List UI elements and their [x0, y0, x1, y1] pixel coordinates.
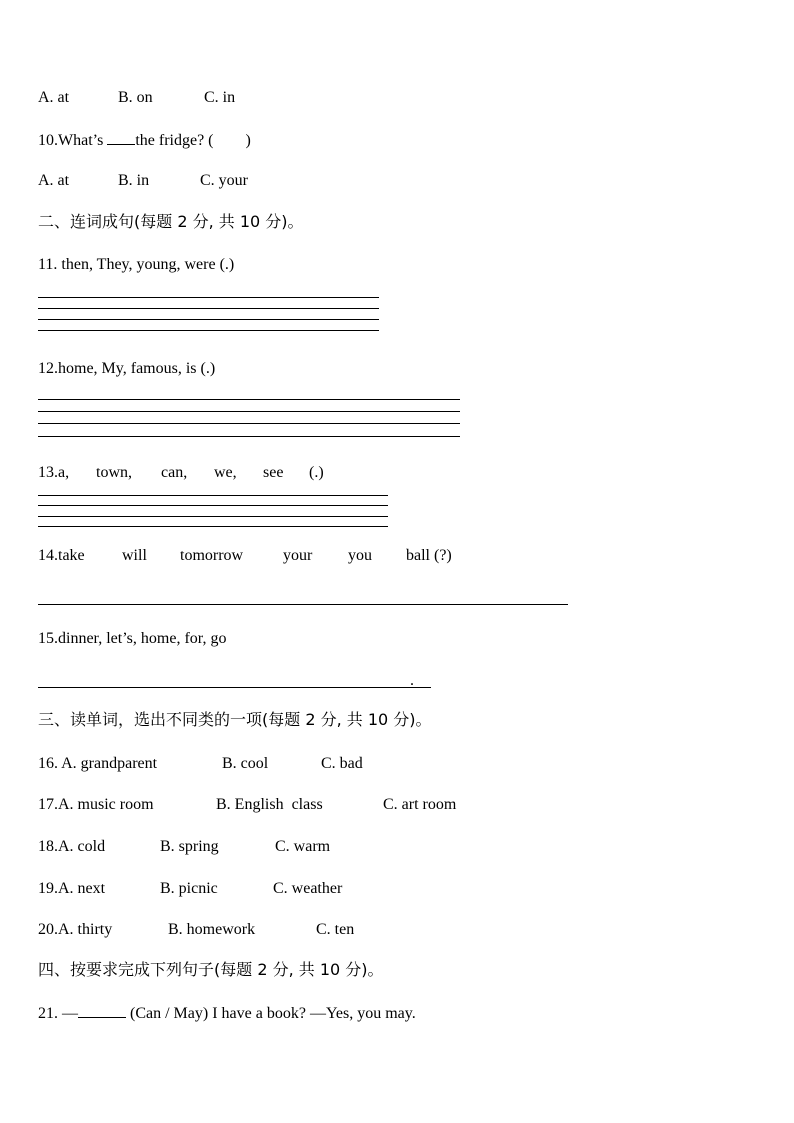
- q19-option-b: B. picnic: [160, 880, 218, 897]
- section-4-title: 四、按要求完成下列句子(每题 2 分, 共 10 分)。: [38, 960, 384, 979]
- q16-option-a: 16. A. grandparent: [38, 755, 158, 772]
- question-10: [38, 130, 251, 151]
- q16-option-c: C. bad: [321, 755, 363, 772]
- q18-option-a: 18.A. cold: [38, 838, 106, 855]
- writing-line: [38, 505, 388, 506]
- q17-option-c: C. art room: [383, 796, 457, 813]
- q13-word: we,: [214, 464, 237, 481]
- section-3-title: 三、读单词，选出不同类的一项(每题 2 分, 共 10 分)。: [38, 710, 432, 729]
- section-2-title: 二、连词成句(每题 2 分, 共 10 分)。: [38, 212, 304, 231]
- q21-text-pre: 21. —: [38, 1005, 78, 1022]
- q20-option-b: B. homework: [168, 921, 256, 938]
- question-21: [38, 1003, 416, 1024]
- writing-line: [38, 319, 379, 320]
- q20-option-c: C. ten: [316, 921, 355, 938]
- q19-option-a: 19.A. next: [38, 880, 106, 897]
- q10-option-a: A. at: [38, 172, 70, 189]
- writing-line: [38, 411, 460, 412]
- question-11: 11. then, They, young, were (.): [38, 256, 235, 273]
- q18-option-b: B. spring: [160, 838, 219, 855]
- writing-line: [38, 516, 388, 517]
- q17-option-b: B. English class: [216, 796, 323, 813]
- question-12: 12.home, My, famous, is (.): [38, 360, 216, 377]
- q13-word: town,: [96, 464, 132, 481]
- q21-text-post: (Can / May) I have a book? —Yes, you may.: [126, 1005, 416, 1022]
- q10-blank[interactable]: [107, 130, 135, 145]
- writing-line: [38, 297, 379, 298]
- q10-text-post: the fridge? (: [135, 132, 214, 149]
- q13-word: can,: [161, 464, 188, 481]
- q9-option-a: A. at: [38, 89, 70, 106]
- writing-line: [38, 526, 388, 527]
- q14-word: your: [283, 547, 313, 564]
- q10-text-pre: What’s: [58, 132, 108, 149]
- writing-line: [38, 399, 460, 400]
- q13-word: (.): [309, 464, 324, 481]
- q10-option-c: C. your: [200, 172, 248, 189]
- q19-option-c: C. weather: [273, 880, 343, 897]
- q13-number: 13.a,: [38, 464, 70, 481]
- q17-option-a: 17.A. music room: [38, 796, 154, 813]
- question-15: 15.dinner, let’s, home, for, go: [38, 630, 227, 647]
- writing-line: [38, 308, 379, 309]
- writing-line: [38, 423, 460, 424]
- q9-option-b: B. on: [118, 89, 153, 106]
- q14-word: you: [348, 547, 372, 564]
- q16-option-b: B. cool: [222, 755, 269, 772]
- q9-option-c: C. in: [204, 89, 236, 106]
- q14-number: 14.take: [38, 547, 85, 564]
- q10-number: 10.: [38, 132, 58, 149]
- writing-line: [38, 495, 388, 496]
- writing-line: [38, 436, 460, 437]
- q21-blank[interactable]: [78, 1003, 126, 1018]
- q10-close-paren: ): [245, 132, 251, 149]
- q10-option-b: B. in: [118, 172, 150, 189]
- q20-option-a: 20.A. thirty: [38, 921, 113, 938]
- q14-word: ball (?): [406, 547, 452, 564]
- q15-answer-line[interactable]: [38, 687, 431, 688]
- q14-word: will: [122, 547, 147, 564]
- q14-word: tomorrow: [180, 547, 244, 564]
- q13-word: see: [263, 464, 284, 481]
- q14-answer-line[interactable]: [38, 604, 568, 605]
- q15-end-period: .: [410, 672, 414, 689]
- q18-option-c: C. warm: [275, 838, 331, 855]
- writing-line: [38, 330, 379, 331]
